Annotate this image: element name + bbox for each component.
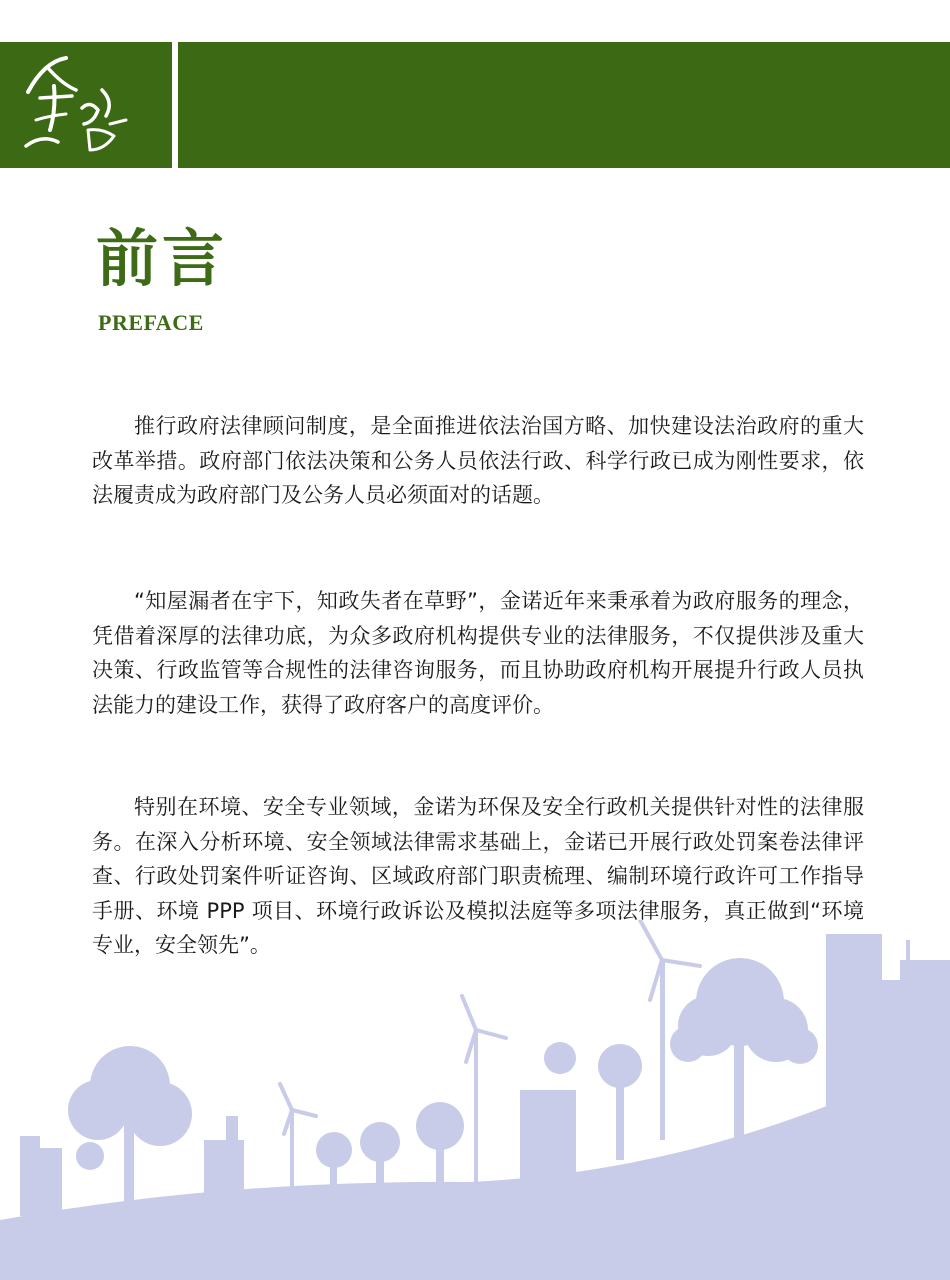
landscape-illustration (0, 920, 950, 1280)
skyline-and-trees (0, 934, 950, 1280)
paragraph-1: 推行政府法律顾问制度，是全面推进依法治国方略、加快建设法治政府的重大改革举措。政府部门依法决策和公务人员依法行政、科学行政已成为刚性要求，依法履责成为政府部门及公务人员必须面对的话题。 (92, 414, 864, 507)
header-band-bar (178, 42, 950, 168)
page-title: 前言 (96, 222, 229, 295)
paragraph-2: “知屋漏者在宇下，知政失者在草野”，金诺近年来秉承着为政府服务的理念，凭借着深厚的法律功底，为众多政府机构提供专业的法律服务，不仅提供涉及重大决策、行政监管等合规性的法律咨询服务，而且协助政府机构开展提升行政人员执法能力的建设工作，获得了政府客户的高度评价。 (92, 589, 864, 717)
brand-logo (14, 50, 134, 160)
brand-logo-box (0, 42, 172, 168)
turbine-blades (280, 920, 700, 1134)
paragraph-3: 特别在环境、安全专业领域，金诺为环保及安全行政机关提供针对性的法律服务。在深入分析环境、安全领域法律需求基础上，金诺已开展行政处罚案卷法律评查、行政处罚案件听证咨询、区域政府部门职责梳理、编制环境行政许可工作指导手册、环境 PPP 项目、环境行政诉讼及模拟法庭等多项法律服务，真正做到“环境专业，安全领先”。 (92, 795, 864, 957)
page-subtitle: PREFACE (98, 310, 204, 335)
header-band (0, 42, 950, 168)
